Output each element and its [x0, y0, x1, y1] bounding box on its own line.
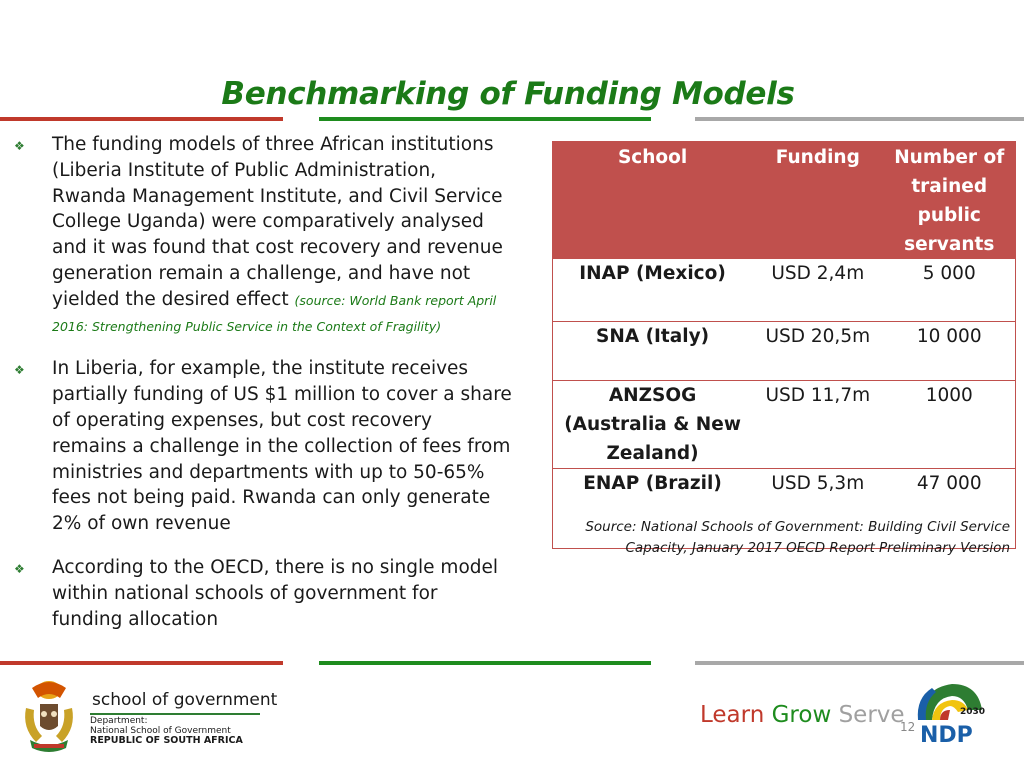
header-number-trained: Number of trained public servants — [882, 141, 1016, 259]
coat-of-arms-icon — [20, 678, 78, 754]
cell-number: 1000 — [882, 381, 1016, 469]
ndp-text: NDP — [920, 723, 973, 746]
ndp-logo-icon — [912, 680, 986, 746]
header-funding: Funding — [753, 141, 882, 259]
org-underline — [90, 713, 260, 715]
bullet-item — [14, 356, 512, 537]
diamond-bullet-icon: ❖ — [14, 363, 25, 378]
cell-number: 47 000 — [916, 473, 982, 494]
cell-school: ENAP (Brazil) — [583, 473, 722, 494]
cell-number: 5 000 — [882, 259, 1016, 322]
tagline-learn: Learn — [700, 702, 765, 728]
top-rule-green — [319, 117, 651, 121]
table-row — [552, 322, 1016, 381]
table-row — [552, 259, 1016, 322]
ndp-year: 2030 — [960, 707, 986, 717]
org-name: school of government — [92, 690, 278, 710]
bullet-list — [14, 132, 512, 650]
tagline-serve: Serve — [838, 702, 905, 728]
cell-school: SNA (Italy) — [552, 322, 753, 381]
diamond-bullet-icon: ❖ — [14, 561, 25, 576]
cell-funding: USD 20,5m — [753, 322, 882, 381]
top-rule-red — [0, 117, 283, 121]
cell-school: INAP (Mexico) — [552, 259, 753, 322]
bullet-text: The funding models of three African institutions (Liberia Institute of Public Administration, Rwanda Management Institute, and Civil Service College Uganda) were comparatively analysed and it was found that cost recovery and revenue generation remain a challenge, and have not yielded the desired effect — [52, 134, 503, 310]
bullet-source: (source: World Bank report April 2016: Strengthening Public Service in the Context of Fragility) — [52, 292, 497, 334]
table-header-row — [552, 141, 1016, 259]
cell-school: ANZSOG (Australia & New Zealand) — [552, 381, 753, 469]
bottom-rule-red — [0, 661, 283, 665]
table-source-note: Source: National Schools of Government: Building Civil Service Capacity, January 2017 OECD Report Preliminary Version — [585, 519, 1010, 556]
bottom-rule-gray — [695, 661, 1024, 665]
bullet-text: According to the OECD, there is no single model within national schools of government for funding allocation — [52, 556, 499, 630]
cell-funding: USD 5,3m — [771, 473, 865, 494]
dept-country: REPUBLIC OF SOUTH AFRICA — [90, 735, 243, 746]
top-rule-gray — [695, 117, 1024, 121]
tagline-grow: Grow — [771, 702, 832, 728]
page-number: 12 — [900, 720, 916, 734]
slide-title: Benchmarking of Funding Models — [221, 76, 795, 112]
diamond-bullet-icon: ❖ — [14, 139, 25, 153]
department-block — [90, 716, 243, 746]
cell-funding: USD 2,4m — [753, 259, 882, 322]
cell-number: 10 000 — [882, 322, 1016, 381]
bullet-text: In Liberia, for example, the institute receives partially funding of US $1 million to cover a share of operating expenses, but cost recovery remains a challenge in the collection of fees from ministries and departments with up to 50-65% fees not being paid. Rwanda can only generate 2% of own revenue — [52, 358, 512, 535]
header-school: School — [552, 141, 753, 259]
bottom-rule-green — [319, 661, 651, 665]
table-row — [552, 381, 1016, 469]
bullet-item — [14, 132, 512, 338]
dept-line: National School of Government — [90, 726, 231, 736]
tagline — [700, 702, 905, 728]
dept-line: Department: — [90, 716, 148, 726]
funding-table — [552, 141, 1016, 551]
cell-funding: USD 11,7m — [753, 381, 882, 469]
bullet-item — [14, 555, 512, 632]
